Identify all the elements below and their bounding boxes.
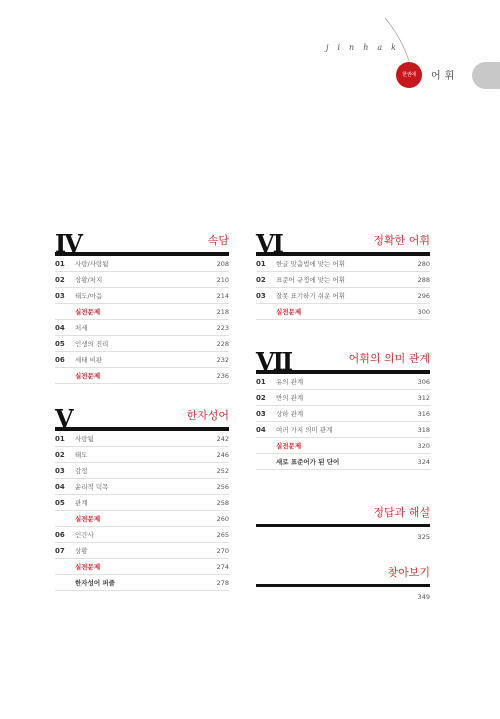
section-title: 정확한 어휘 — [373, 234, 430, 247]
toc-entry-page: 280 — [417, 259, 430, 268]
toc-entry-number: 04 — [256, 425, 266, 434]
toc-entry-page: 260 — [216, 514, 229, 523]
toc-entry-page: 258 — [216, 498, 229, 507]
section-answers — [256, 500, 430, 541]
toc-entry — [256, 422, 430, 438]
toc-entry — [55, 256, 229, 272]
toc-entry-page: 265 — [216, 530, 229, 539]
toc-entry — [55, 368, 229, 384]
toc-entry-number: 03 — [256, 409, 266, 418]
section-header — [256, 228, 430, 258]
section-rule — [256, 584, 430, 587]
toc-entry-label: 실전문제 — [276, 308, 302, 316]
toc-entry-label: 반의 관계 — [276, 394, 304, 402]
toc-entry — [55, 479, 229, 495]
toc-entry-number: 01 — [55, 259, 65, 268]
toc-list — [256, 256, 430, 320]
toc-entry-number: 05 — [55, 498, 65, 507]
toc-entry-label: 표준어 규정에 맞는 어휘 — [276, 276, 345, 284]
toc-entry-page: 316 — [417, 409, 430, 418]
toc-entry-page: 232 — [216, 355, 229, 364]
section-numeral: VII — [256, 347, 292, 376]
toc-entry — [55, 511, 229, 527]
toc-entry-number: 01 — [256, 377, 266, 386]
book-title: 어휘 — [431, 71, 459, 82]
toc-entry — [256, 390, 430, 406]
section-header — [55, 403, 229, 433]
toc-entry-label: 유의 관계 — [276, 378, 304, 386]
toc-entry — [256, 304, 430, 320]
toc-entry-label: 상하 관계 — [276, 410, 304, 418]
toc-entry-page: 318 — [417, 425, 430, 434]
toc-entry — [55, 288, 229, 304]
toc-entry-page: 324 — [417, 457, 430, 466]
toc-entry-number: 07 — [55, 546, 65, 555]
toc-entry — [256, 256, 430, 272]
toc-entry-label: 인간사 — [75, 531, 94, 539]
toc-entry — [55, 527, 229, 543]
section-vii — [256, 346, 430, 470]
section-rule — [256, 524, 430, 527]
toc-entry — [55, 431, 229, 447]
section-title: 속담 — [207, 234, 229, 247]
toc-entry-number: 04 — [55, 323, 65, 332]
toc-entry-page: 288 — [417, 275, 430, 284]
section-title: 찾아보기 — [387, 566, 430, 579]
toc-entry-label: 처세 — [75, 324, 88, 332]
toc-entry-label: 실전문제 — [276, 442, 302, 450]
toc-entry-label: 인생의 진리 — [75, 340, 109, 348]
toc-entry — [256, 272, 430, 288]
toc-entry-label: 윤리적 덕목 — [75, 483, 109, 491]
toc-entry-label: 태도 — [75, 451, 88, 459]
toc-entry — [55, 336, 229, 352]
toc-entry-page: 223 — [216, 323, 229, 332]
toc-entry-page: 210 — [216, 275, 229, 284]
toc-entry-label: 감정 — [75, 467, 88, 475]
section-header — [55, 228, 229, 258]
toc-list — [256, 374, 430, 470]
toc-entry-page: 218 — [216, 307, 229, 316]
section-numeral: V — [55, 404, 72, 433]
toc-entry-label: 상황 — [75, 547, 88, 555]
toc-entry — [55, 447, 229, 463]
toc-entry — [55, 304, 229, 320]
toc-entry — [55, 495, 229, 511]
toc-entry — [55, 463, 229, 479]
toc-entry-number: 04 — [55, 482, 65, 491]
toc-entry — [256, 438, 430, 454]
section-numeral: VI — [256, 229, 282, 258]
toc-entry — [55, 352, 229, 368]
toc-entry — [55, 320, 229, 336]
toc-entry-number: 05 — [55, 339, 65, 348]
brand-logo-text: jinhak — [326, 43, 405, 52]
toc-entry-label: 새로 표준어가 된 단어 — [276, 458, 340, 466]
toc-entry-number: 01 — [55, 434, 65, 443]
toc-entry-page: 274 — [216, 562, 229, 571]
toc-entry-number: 03 — [55, 291, 65, 300]
toc-entry-label: 상황/처지 — [75, 276, 103, 284]
toc-entry — [55, 272, 229, 288]
section-header — [256, 560, 430, 584]
section-index — [256, 560, 430, 601]
toc-entry-number: 02 — [55, 450, 65, 459]
toc-entry-page: 300 — [417, 307, 430, 316]
toc-entry-label: 사랑됨 — [75, 435, 94, 443]
section-numeral: IV — [55, 229, 81, 258]
toc-entry-page: 208 — [216, 259, 229, 268]
toc-entry-page: 296 — [417, 291, 430, 300]
toc-entry-label: 여러 가지 의미 관계 — [276, 426, 333, 434]
toc-entry-label: 관계 — [75, 499, 88, 507]
section-header — [256, 346, 430, 376]
toc-entry — [256, 374, 430, 390]
toc-entry-page: 228 — [216, 339, 229, 348]
toc-entry-number: 02 — [256, 275, 266, 284]
toc-entry-page: 320 — [417, 441, 430, 450]
toc-entry-label: 한글 맞춤법에 맞는 어휘 — [276, 260, 345, 268]
toc-entry-label: 세태 비판 — [75, 356, 103, 364]
page-tab — [472, 62, 500, 89]
toc-entry — [256, 288, 430, 304]
toc-entry-page: 270 — [216, 546, 229, 555]
toc-entry — [256, 406, 430, 422]
section-v — [55, 403, 229, 591]
toc-entry-page: 278 — [216, 578, 229, 587]
toc-entry-number: 06 — [55, 530, 65, 539]
toc-entry-number: 03 — [256, 291, 266, 300]
section-title: 어휘의 의미 관계 — [348, 352, 430, 365]
section-page: 325 — [417, 533, 430, 541]
toc-entry-label: 실전문제 — [75, 563, 101, 571]
section-title: 정답과 해설 — [373, 506, 430, 519]
toc-entry-page: 312 — [417, 393, 430, 402]
toc-entry-number: 03 — [55, 466, 65, 475]
toc-entry-page: 214 — [216, 291, 229, 300]
toc-entry-page: 246 — [216, 450, 229, 459]
toc-entry-label: 실전문제 — [75, 372, 101, 380]
toc-entry-label: 잘못 표기하기 쉬운 어휘 — [276, 292, 345, 300]
toc-entry-number: 02 — [55, 275, 65, 284]
section-page: 349 — [417, 593, 430, 601]
book-badge: 한권에 — [396, 62, 422, 88]
toc-entry-number: 01 — [256, 259, 266, 268]
section-vi — [256, 228, 430, 320]
toc-list — [55, 256, 229, 384]
toc-entry — [55, 543, 229, 559]
toc-entry-page: 242 — [216, 434, 229, 443]
section-title: 한자성어 — [186, 409, 229, 422]
toc-entry — [256, 454, 430, 470]
toc-entry-label: 실전문제 — [75, 308, 101, 316]
toc-entry — [55, 559, 229, 575]
toc-entry-label: 한자성어 퍼즐 — [75, 579, 115, 587]
toc-entry-number: 06 — [55, 355, 65, 364]
toc-entry-page: 252 — [216, 466, 229, 475]
toc-entry-page: 236 — [216, 371, 229, 380]
toc-entry-label: 실전문제 — [75, 515, 101, 523]
toc-entry-page: 256 — [216, 482, 229, 491]
section-header — [256, 500, 430, 524]
toc-entry-number: 02 — [256, 393, 266, 402]
section-iv — [55, 228, 229, 384]
toc-entry-page: 306 — [417, 377, 430, 386]
toc-list — [55, 431, 229, 591]
toc-entry — [55, 575, 229, 591]
toc-entry-label: 사랑/사랑됨 — [75, 260, 109, 268]
toc-entry-label: 태도/마음 — [75, 292, 103, 300]
decorative-arc — [0, 0, 500, 120]
